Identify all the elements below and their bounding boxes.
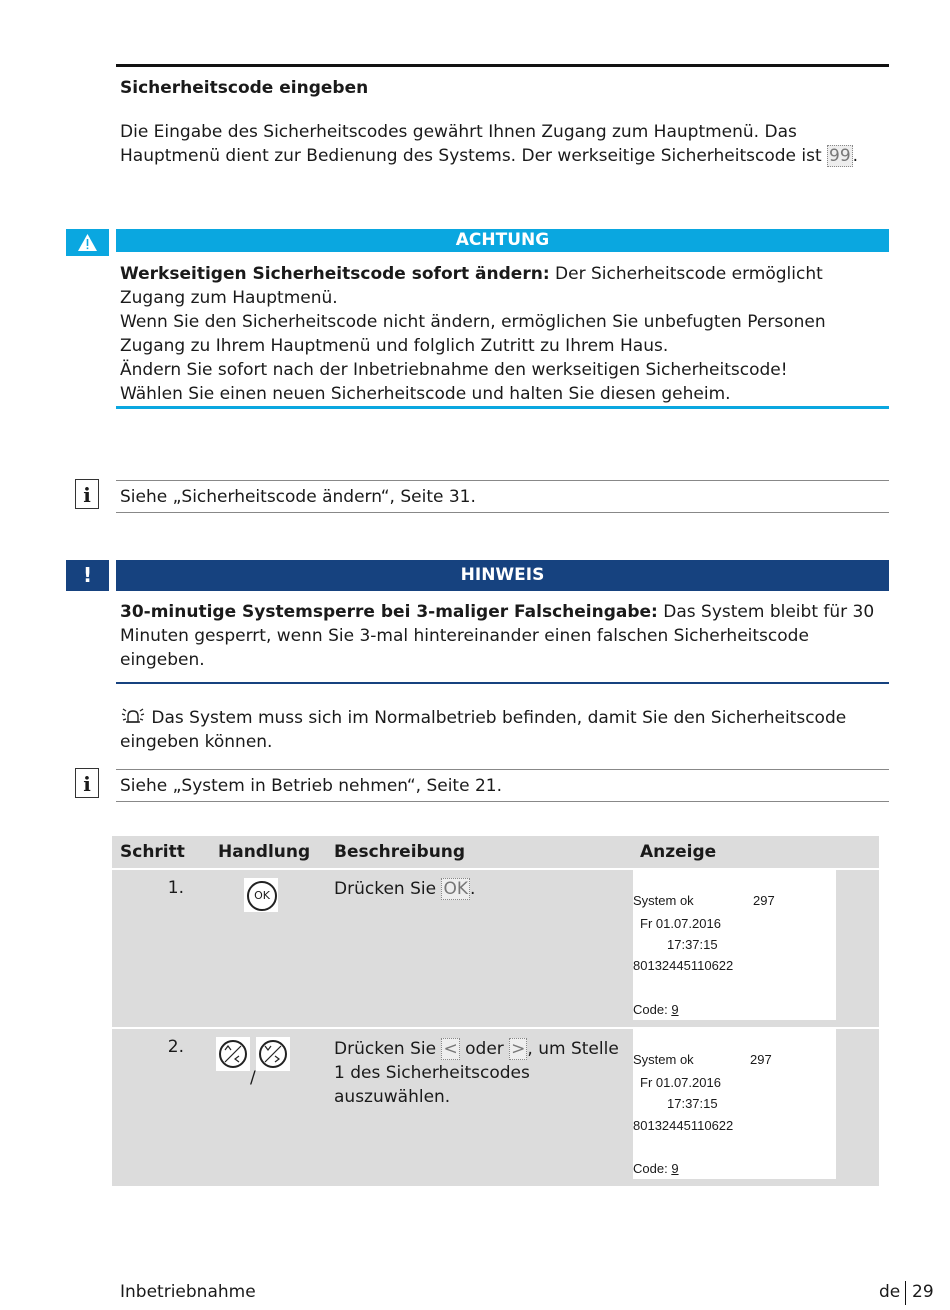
display-status: System ok [633, 1052, 694, 1067]
display-code [633, 1161, 679, 1176]
warning-bold: Werkseitigen Sicherheitscode sofort ändern: [120, 264, 550, 284]
footer-divider [905, 1281, 906, 1305]
action-cell [210, 1028, 326, 1186]
intro-end: . [852, 146, 859, 166]
action-cell [210, 869, 326, 1028]
display-code-value: 9 [671, 1002, 679, 1017]
step-number: 2. [112, 1028, 210, 1186]
display-serial: 80132445110622 [633, 1118, 734, 1133]
display-code-label: Code: [633, 1161, 672, 1176]
notice-bottom-rule [116, 682, 889, 684]
info1-top-rule [116, 480, 889, 481]
desc-text: Drücken Sie [334, 1039, 442, 1059]
section-title: Sicherheitscode eingeben [120, 78, 369, 98]
ok-button-label: OK [247, 881, 277, 911]
desc-mid: oder [459, 1039, 510, 1059]
intro-paragraph [120, 120, 890, 168]
warning-bottom-rule [116, 406, 889, 409]
col-header-step: Schritt [112, 836, 210, 869]
default-code-key: 99 [829, 146, 851, 166]
notice-body: Das System bleibt für 30 Minuten gesperrt, wenn Sie 3-mal hintereinander einen falschen Sicherheitscode eingeben. [120, 602, 875, 670]
notice-bold: 30-minutige Systemsperre bei 3-maliger Falscheingabe: [120, 602, 658, 622]
display-screen [633, 870, 836, 1020]
warning-line4: Wählen Sie einen neuen Sicherheitscode und halten Sie diesen geheim. [120, 384, 731, 404]
col-header-description: Beschreibung [326, 836, 632, 869]
alarm-bell-icon [120, 706, 146, 726]
notice-text [120, 600, 890, 672]
info1-text: Siehe „Sicherheitscode ändern“, Seite 31. [120, 487, 476, 507]
display-cell [632, 869, 879, 1028]
display-date: Fr 01.07.2016 [640, 1075, 721, 1090]
table-header-row [112, 836, 879, 869]
display-date: Fr 01.07.2016 [640, 916, 721, 931]
display-cell [632, 1028, 879, 1186]
warning-icon [66, 229, 109, 256]
left-key: < [443, 1039, 458, 1059]
col-header-display: Anzeige [632, 836, 879, 869]
info-icon: i [75, 479, 99, 509]
warning-label: ACHTUNG [116, 229, 889, 252]
up-left-button-icon [216, 1037, 250, 1071]
info2-text: Siehe „System in Betrieb nehmen“, Seite 21. [120, 776, 502, 796]
desc-end: . [470, 879, 476, 899]
warning-line3: Ändern Sie sofort nach der Inbetriebnahme den werkseitigen Sicherheitscode! [120, 360, 788, 380]
desc-end: , um Stelle 1 des Sicherheitscodes auszuwählen. [334, 1039, 619, 1107]
exclamation-icon: ! [66, 560, 109, 591]
display-screen [633, 1029, 836, 1179]
display-status: System ok [633, 893, 694, 908]
desc-text: Drücken Sie [334, 879, 442, 899]
col-header-action: Handlung [210, 836, 326, 869]
table-row [112, 869, 879, 1028]
down-right-button-icon [256, 1037, 290, 1071]
display-time: 17:37:15 [667, 1096, 718, 1111]
display-time: 17:37:15 [667, 937, 718, 952]
precondition-text [120, 706, 890, 754]
display-code-label: Code: [633, 1002, 672, 1017]
description-cell [326, 869, 632, 1028]
steps-table [112, 836, 879, 1186]
info2-top-rule [116, 769, 889, 770]
display-code-value: 9 [671, 1161, 679, 1176]
info1-bottom-rule [116, 512, 889, 513]
precondition-body: Das System muss sich im Normalbetrieb befinden, damit Sie den Sicherheitscode eingeben können. [120, 708, 847, 752]
ok-button-icon [244, 878, 278, 912]
ok-key: OK [443, 879, 468, 899]
display-code [633, 1002, 679, 1017]
warning-line2: Wenn Sie den Sicherheitscode nicht ändern, ermöglichen Sie unbefugten Personen Zugang zu Ihrem Hauptmenü und folglich Zutritt zu Ihrem Haus. [120, 312, 826, 356]
display-number: 297 [750, 1052, 772, 1067]
intro-text: Die Eingabe des Sicherheitscodes gewährt Ihnen Zugang zum Hauptmenü. Das Hauptmenü dient zur Bedienung des Systems. Der werkseitige Sicherheitscode ist [120, 122, 828, 166]
right-key: > [511, 1039, 526, 1059]
table-row [112, 1028, 879, 1186]
step-number: 1. [112, 869, 210, 1028]
footer-page-number: 29 [912, 1282, 934, 1302]
display-serial: 80132445110622 [633, 958, 734, 973]
footer-section: Inbetriebnahme [120, 1282, 256, 1302]
warning-body: Der Sicherheitscode ermöglicht Zugang zum Hauptmenü. [120, 264, 823, 308]
info2-bottom-rule [116, 801, 889, 802]
footer-lang: de [879, 1282, 901, 1302]
top-rule [116, 64, 889, 67]
description-cell [326, 1028, 632, 1186]
notice-label: HINWEIS [116, 560, 889, 591]
warning-text [120, 262, 890, 406]
button-separator: / [250, 1068, 256, 1088]
info-icon: i [75, 768, 99, 798]
display-number: 297 [753, 893, 775, 908]
